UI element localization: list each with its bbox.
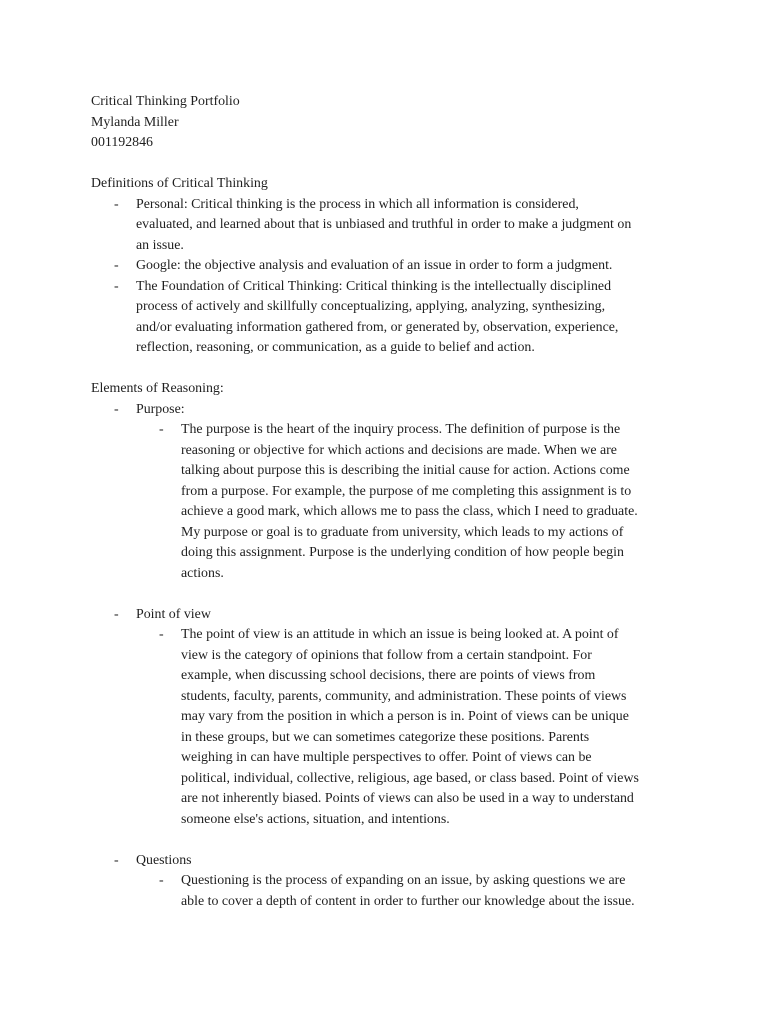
description-line: weighing in can have multiple perspectives to offer. Point of views can be [181,750,592,765]
description-line: The point of view is an attitude in which an issue is being looked at. A point of [181,627,619,642]
elements-heading: Elements of Reasoning: [91,381,224,396]
bullet-dash: - [114,401,119,417]
description-line: view is the category of opinions that follow from a certain standpoint. For [181,647,592,663]
definition-line: process of actively and skillfully conceptualizing, applying, analyzing, synthesizing, [136,299,606,314]
sub-bullet-dash: - [159,627,164,642]
description-line: doing this assignment. Purpose is the underlying condition of how people begin [181,545,624,560]
description-line: in these groups, but we can sometimes categorize these positions. Parents [181,729,590,745]
element-item-purpose [91,400,691,585]
description-line: Questioning is the process of expanding on an issue, by asking questions we are [181,873,626,888]
sub-bullet-dash: - [159,422,164,437]
description-line: actions. [181,565,224,581]
bullet-dash: - [114,258,119,273]
element-item-questions [91,851,691,913]
element-label: Point of view [136,606,211,622]
description-line: are not inherently biased. Points of views can also be used in a way to understand [181,791,634,806]
description-line: may vary from the position in which a person is in. Point of views can be unique [181,709,629,724]
description-line: able to cover a depth of content in order to further our knowledge about the issue. [181,893,635,909]
description-line: students, faculty, parents, community, and administration. These points of views [181,688,627,704]
element-description [136,420,691,584]
definition-line: reflection, reasoning, or communication, as a guide to belief and action. [136,340,535,355]
spacer [91,830,691,851]
bullet-dash: - [114,606,119,622]
description-line: from a purpose. For example, the purpose of me completing this assignment is to [181,483,632,499]
element-item-point-of-view [91,605,691,831]
sub-bullet-dash: - [159,873,164,888]
description-line: talking about purpose this is describing the initial cause for action. Actions come [181,463,630,478]
author-name: Mylanda Miller [91,114,179,130]
definition-line: and/or evaluating information gathered from, or generated by, observation, experience, [136,319,619,335]
definition-item-foundation [91,277,691,359]
student-id: 001192846 [91,135,153,150]
definitions-heading: Definitions of Critical Thinking [91,176,268,191]
bullet-dash: - [114,196,119,212]
definition-item-personal [91,195,691,257]
description-line: example, when discussing school decisions, there are points of views from [181,668,596,683]
description-line: political, individual, collective, religious, age based, or class based. Point of views [181,770,639,786]
definition-line: evaluated, and learned about that is unbiased and truthful in order to make a judgment on [136,217,632,232]
definition-line: Google: the objective analysis and evaluation of an issue in order to form a judgment. [136,258,613,273]
spacer [91,359,691,380]
definition-item-google [91,256,691,277]
description-line: reasoning or objective for which actions and decisions are made. When we are [181,442,617,458]
element-description [136,625,691,830]
definition-line: The Foundation of Critical Thinking: Critical thinking is the intellectually disciplined [136,278,612,294]
element-description [136,871,691,912]
bullet-dash: - [114,852,119,868]
spacer [91,584,691,605]
bullet-dash: - [114,278,119,294]
description-line: My purpose or goal is to graduate from university, which leads to my actions of [181,524,624,540]
description-line: achieve a good mark, which allows me to pass the class, which I need to graduate. [181,504,638,519]
spacer [91,154,691,175]
element-label: Purpose: [136,401,185,417]
description-line: The purpose is the heart of the inquiry process. The definition of purpose is the [181,422,621,437]
definition-line: an issue. [136,237,184,253]
document-title: Critical Thinking Portfolio [91,94,240,109]
description-line: someone else's actions, situation, and intentions. [181,811,450,827]
definition-line: Personal: Critical thinking is the process in which all information is considered, [136,196,579,212]
document-page [91,92,691,912]
element-label: Questions [136,852,192,868]
